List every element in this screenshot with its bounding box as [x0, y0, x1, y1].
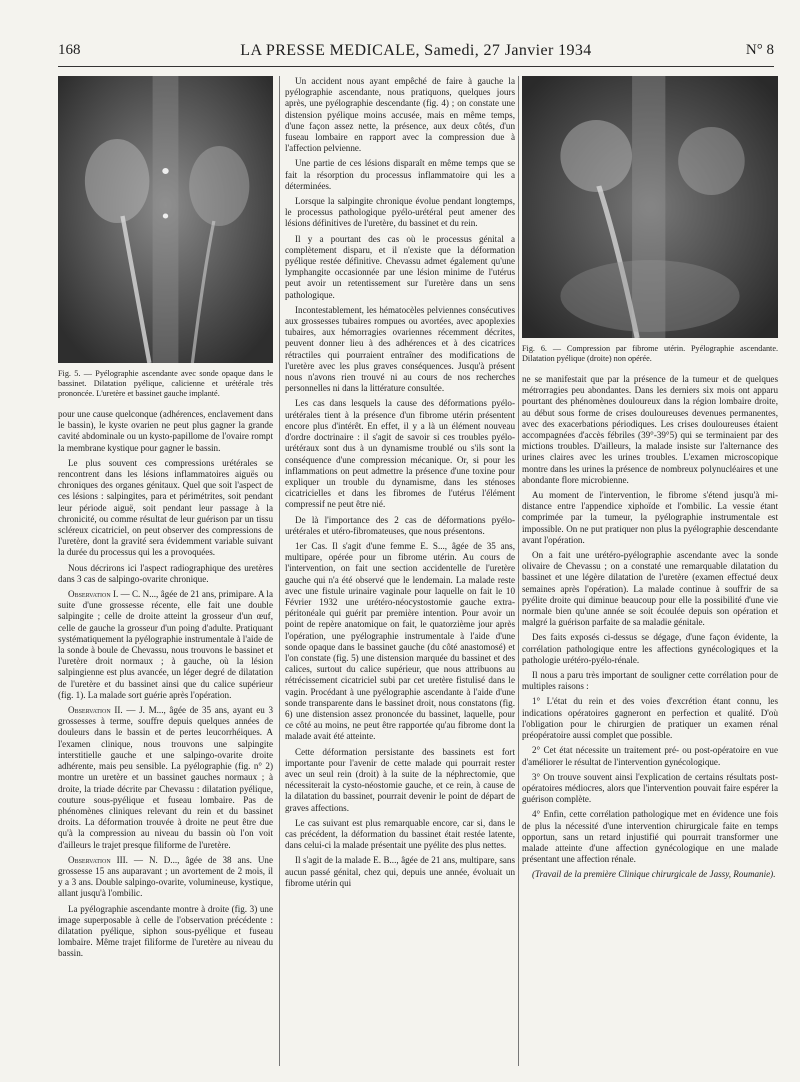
- journal-title: LA PRESSE MEDICALE, Samedi, 27 Janvier 1934: [240, 42, 592, 59]
- paragraph: Au moment de l'intervention, le fibrome s'étend jusqu'à mi-distance entre l'appendice xiphoïde et l'ombilic. La vessie étant comprimée par la tumeur, la pyélographie instrumentale est impossible. On ne put pratiquer non plus la pyélographie descendante avant l'opération.: [522, 490, 778, 545]
- page-number: 168: [58, 42, 81, 58]
- page-header: [58, 42, 774, 64]
- paragraph: 4° Enfin, cette corrélation pathologique met en évidence une fois de plus la nécessité d'une intervention chirurgicale faite en temps opportun, sans un retard injustifié qui pourrait transformer une malade atteinte d'une affection gynécologique en une malade présentant une affection rénale.: [522, 809, 778, 865]
- paragraph: Il nous a paru très important de souligner cette corrélation pour de multiples raisons :: [522, 670, 778, 692]
- column-1: [58, 76, 273, 964]
- paragraph: 3° On trouve souvent ainsi l'explication de certains résultats post-opératoires médiocres, alors que l'intervention pouvait faire espérer la guérison complète.: [522, 771, 778, 805]
- figure-6-radiograph: [522, 76, 778, 338]
- paragraph: La pyélographie ascendante montre à droite (fig. 3) une image superposable à celle de l'observation précédente : dilatation pyélique, siphon sous-pyélique et fuseau lombaire. Même trajet filiforme de l'uretère au niveau du bassin.: [58, 903, 273, 959]
- paragraph: De là l'importance des 2 cas de déformations pyélo-urétérales et utéro-fibromateuses, que nous présentons.: [285, 514, 515, 536]
- paragraph: Les cas dans lesquels la cause des déformations pyélo-urétérales tient à la présence d'un fibrome utérin présentent encore plus d'intérêt. En effet, il y a là un élément nouveau d'ordre doctrinaire : il s'agit de savoir si ces troubles pyélo-urétéraux sont dus à un dynamisme troublé ou s'ils sont la conséquence d'une compression mécanique. Or, si pour les inflammations on peut admettre la présence d'une toxine pour expliquer un trouble du dynamisme, dans les sténoses cicatricielles et dans les fibromes de l'utérus l'élément compressif ne peut être nié.: [285, 398, 515, 510]
- paragraph: 2° Cet état nécessite un traitement pré- ou post-opératoire en vue d'améliorer le résultat de l'intervention gynécologique.: [522, 745, 778, 767]
- credit-line: (Travail de la première Clinique chirurgicale de Jassy, Roumanie).: [532, 869, 776, 880]
- observation-2: Observation II. — J. M..., âgée de 35 ans, ayant eu 3 grossesses à terme, souffre depuis quelques années de douleurs dans le bassin et de pertes leucorrhéiques. A l'examen clinique, nous trouvons une salpingite interstitielle gauche et une salpingo-ovarite droite adhérente, mais peu sensible. La pyélographie (fig. n° 2) montre un uretère et un bassinet gauches normaux ; à droite, la triade décrite par Chevassu : dilatation pyélique, couture sous-pyélique et fuseau lombaire. Pas de phénomènes cliniques relevant du rein et du bassinet droits. La déformation trouvée à droite ne peut être due qu'à la compression au niveau du bassin où l'on voit d'ailleurs le trajet presque filiforme de l'uretère.: [58, 705, 273, 850]
- figure-5-caption: Fig. 5. — Pyélographie ascendante avec sonde opaque dans le bassinet. Dilatation pyélique, calicienne et urétérale très prononcée. L'uretère et bassinet gauche implanté.: [58, 369, 273, 398]
- paragraph: Une partie de ces lésions disparaît en même temps que se fait la résorption du processus inflammatoire qui les a déterminées.: [285, 158, 515, 191]
- paragraph: On a fait une urétéro-pyélographie ascendante avec la sonde olivaire de Chevassu ; on a constaté une remarquable dilatation du bassinet et une légère dilatation de l'uretère (examen effectué deux semaines après l'opération). La malade continue à souffrir de sa pyélite droite qui diminue beaucoup pour elle la possibilité d'une vie normale bien qu'une année se soit écoulée depuis son opération et malgré la guérison parfaite de sa maladie génitale.: [522, 550, 778, 628]
- paragraph: Le cas suivant est plus remarquable encore, car si, dans le cas précédent, la déformation du bassinet était restée latente, dans celui-ci la malade présentait une pyélite des plus nettes.: [285, 817, 515, 851]
- column-2: [285, 76, 515, 893]
- paragraph: Lorsque la salpingite chronique évolue pendant longtemps, le processus pathologique pyélo-urétéral peut amener des lésions définitives de l'uretère, du bassinet et du rein.: [285, 196, 515, 229]
- paragraph: ne se manifestait que par la présence de la tumeur et de quelques métrorragies peu abondantes. Dans les derniers six mois ont apparu pourtant des phénomènes douloureux dans la région lombaire droite, au début sous forme de crises douloureuses devenues permanentes, avec des exacerbations périodiques. Les crises douloureuses étaient accompagnées d'accès fébriles (39°-39°5) qui se terminaient par des mictions troubles. D'ailleurs, la malade insiste sur l'alternance des urines claires avec les urines troubles. L'examen microscopique montre dans les urines la présence de nombreux polynucléaires et une abondante flore microbienne.: [522, 374, 778, 485]
- figure-5-radiograph: [58, 76, 273, 363]
- column-divider: [518, 76, 519, 1066]
- paragraph: Le plus souvent ces compressions urétérales se rencontrent dans les lésions inflammatoires aiguës ou chroniques des organes génitaux. Quel que soit l'aspect de ces lésions : salpingites, para et périmétrites, soit pendant leur période aiguë, soit pendant leur passage à la chronicité, ou comme résultat de leur guérison par un tissu scléreux cicatriciel, on peut observer des compressions de l'uretère, dont la gravité sera évidemment variable suivant la durée du processus qui les a provoquées.: [58, 457, 273, 558]
- paragraph: Il s'agit de la malade E. B..., âgée de 21 ans, multipare, sans aucun passé génital, chez qui, depuis une année, évoluait un fibrome utérin qui: [285, 855, 515, 888]
- figure-6-caption: Fig. 6. — Compression par fibrome utérin. Pyélographie ascendante. Dilatation pyélique (droite) non opérée.: [522, 344, 778, 363]
- paragraph: 1° L'état du rein et des voies d'excrétion étant connu, les indications opératoires gagneront en perfection et qualité. D'où l'obligation pour le chirurgien de pratiquer un examen rénal préopératoire aussi complet que possible.: [522, 696, 778, 741]
- observation-3: Observation III. — N. D..., âgée de 38 ans. Une grossesse 15 ans auparavant ; un avortement de 2 mois, il y a 3 ans. Double salpingo-ovarite, volumineuse, kystique, allant jusqu'à l'ombilic.: [58, 854, 273, 899]
- paragraph: Nous décrirons ici l'aspect radiographique des uretères dans 3 cas de salpingo-ovarite chronique.: [58, 562, 273, 584]
- paragraph: Des faits exposés ci-dessus se dégage, d'une façon évidente, la corrélation pathologique entre les affections gynécologiques et la pathologie urétéro-pyélo-rénale.: [522, 632, 778, 665]
- paragraph: Il y a pourtant des cas où le processus génital a complètement disparu, et il n'existe que la déformation pyélique restée définitive. Chevassu admet également qu'une lymphangite occasionnée par une lésion minime de l'utérus peut avoir un retentissement sur l'uretère dans un sens pathologique.: [285, 233, 515, 300]
- case-1: 1er Cas. Il s'agit d'une femme E. S..., âgée de 35 ans, multipare, opérée pour un fibrome utérin. Au cours de l'intervention, on fait une section accidentelle de l'uretère gauche qui n'a été observé que le lendemain. La malade reste avec une fistule urinaire vaginale pour laquelle on fait le 10 Février 1932 une urétéro-néocystostomie gauche extra-péritonéale qui guérit par première intention. Pour avoir un point de repère anatomique on fait, le quatorzième jour après l'opération, une pyélographie instrumentale à l'aide d'une sonde opaque dans le bassinet gauche (du côté anastomosé) et l'on constate (fig. 5) une distension marquée du bassinet et des calices, surtout du calice supérieur, que nous attribuons au rétrécissement cicatriciel subi par cet uretère fistulisé dans le vagin. Procédant à une pyélographie ascendante à l'aide d'une sonde transparente dans le bassinet droit, nous constatons (fig. 6) une distension assez prononcée du bassinet, laquelle, pour ce côté au moins, ne peut être rapportée qu'au fibrome dont la malade avait été atteinte.: [285, 540, 515, 742]
- issue-number: N° 8: [745, 42, 774, 58]
- column-divider: [279, 76, 280, 1066]
- observation-1: Observation I. — C. N..., âgée de 21 ans, primipare. A la suite d'une grossesse récente, elle fait une double salpingite ; celle de droite atteint la grosseur d'un œuf, celle de gauche la grosseur d'un poing d'adulte. Pratiquant systématiquement la pyélographie instrumentale à l'aide de la sonde à boule de Chevassu, nous trouvons le bassinet et l'uretère droit normaux ; à gauche, où la lésion salpingienne est plus avancée, un léger degré de dilatation de l'uretère et du bassinet ainsi que du calice supérieur (fig. 1). La malade sort guérie après l'opération.: [58, 589, 273, 700]
- column-3: [522, 76, 778, 885]
- paragraph: Cette déformation persistante des bassinets est fort importante pour l'avenir de cette malade qui pourrait rester avec un seul rein (droit) à la suite de la néphrectomie, que nécessiterait la cysto-néostomie gauche, et ce rein, à cause de la dilatation du bassinet, pourrait devenir le point de départ de graves affections.: [285, 746, 515, 813]
- paragraph: Incontestablement, les hématocèles pelviennes consécutives aux grossesses tubaires rompues ou avortées, avec apoplexies tubaires, aux hémorragies ovariennes récemment décrites, peuvent donner lieu à des adhérences et à des cicatrices rétractiles qui pourraient entraîner des modifications de l'uretère avec les plus graves conséquences. Jusqu'à présent nous n'avons rien trouvé ni au cours de nos recherches personnelles ni dans la littérature consultée.: [285, 304, 515, 394]
- header-rule: [58, 66, 774, 67]
- paragraph: pour une cause quelconque (adhérences, enclavement dans le bassin), le kyste ovarien ne peut plus gagner la grande cavité abdominale ou un kysto-papillome de l'ovaire rompt la membrane kystique pour gagner le bassin.: [58, 409, 273, 453]
- paragraph: Un accident nous ayant empêché de faire à gauche la pyélographie ascendante, nous pratiquons, quelques jours après, une pyélographie descendante (fig. 4) ; on constate une distension pyélique moins accusée, mais en même temps, d'une façon assez nette, la présence, aux deux côtés, d'un fuseau lombaire en rapport avec la compression due à l'affection pelvienne.: [285, 76, 515, 154]
